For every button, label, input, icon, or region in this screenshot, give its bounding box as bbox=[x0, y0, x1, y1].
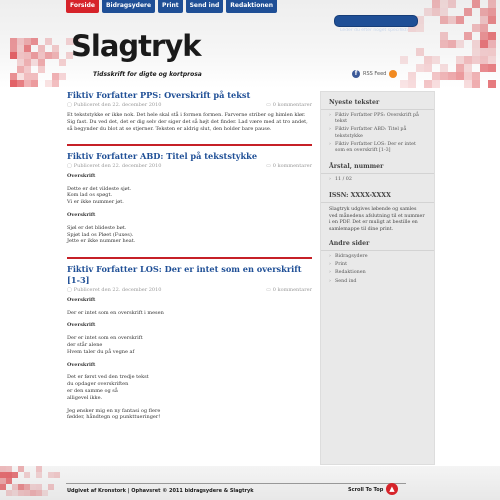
mosaic-tile bbox=[432, 8, 440, 16]
mosaic-tile bbox=[488, 64, 496, 72]
mosaic-tile bbox=[17, 52, 24, 59]
mosaic-tile bbox=[24, 59, 31, 66]
post-date: Publiceret den 22. december 2010 bbox=[73, 162, 162, 169]
mosaic-tile bbox=[480, 24, 488, 32]
volume-list bbox=[321, 174, 434, 183]
mosaic-tile bbox=[38, 52, 45, 59]
comment-icon: ▭ bbox=[266, 162, 271, 169]
post-3 bbox=[67, 262, 312, 431]
other-page-link[interactable]: › Print bbox=[329, 262, 426, 268]
volume-link[interactable]: › 11 / 02 bbox=[329, 177, 426, 183]
mosaic-tile bbox=[36, 472, 42, 478]
mosaic-tile bbox=[488, 80, 496, 88]
mosaic-tile bbox=[59, 73, 66, 80]
mosaic-tile bbox=[464, 72, 472, 80]
mosaic-tile bbox=[31, 80, 38, 87]
mosaic-tile bbox=[488, 8, 496, 16]
mosaic-tile bbox=[440, 16, 448, 24]
post-2 bbox=[67, 149, 312, 255]
mosaic-tile bbox=[38, 59, 45, 66]
mosaic-tile bbox=[472, 56, 480, 64]
mosaic-tile bbox=[45, 52, 52, 59]
mosaic-tile bbox=[440, 32, 448, 40]
mosaic-tile bbox=[400, 56, 408, 64]
mosaic-tile bbox=[17, 66, 24, 73]
comment-icon: ▭ bbox=[266, 286, 271, 293]
recent-post-link[interactable]: › Fiktiv Forfatter ABD: Titel på tekststykke bbox=[329, 127, 426, 139]
mosaic-tile bbox=[10, 80, 17, 87]
post-1 bbox=[67, 88, 312, 142]
search-box bbox=[334, 15, 418, 27]
mosaic-tile bbox=[480, 48, 488, 56]
other-page-link[interactable]: › Bidragsydere bbox=[329, 254, 426, 260]
mosaic-tile bbox=[408, 80, 416, 88]
sidebar-heading-volume: Årstal, nummer bbox=[321, 156, 434, 174]
mosaic-tile bbox=[448, 72, 456, 80]
mosaic-tile bbox=[456, 64, 464, 72]
mosaic-tile bbox=[472, 48, 480, 56]
post-subheading: Overskrift bbox=[67, 172, 96, 179]
header-mosaic-left bbox=[10, 38, 80, 88]
mosaic-tile bbox=[31, 38, 38, 45]
post-separator bbox=[67, 144, 312, 146]
mosaic-tile bbox=[480, 40, 488, 48]
mosaic-tile bbox=[456, 56, 464, 64]
post-paragraph: Det er først ved den tredje tekst du opdager overskriften er den samme og så alligevel ikke. bbox=[67, 374, 149, 401]
mosaic-tile bbox=[488, 0, 496, 8]
footer-divider bbox=[66, 483, 406, 484]
post-meta bbox=[67, 101, 312, 109]
facebook-icon[interactable]: f bbox=[352, 70, 360, 78]
mosaic-tile bbox=[488, 48, 496, 56]
mosaic-tile bbox=[464, 80, 472, 88]
footer-copyright: Udgivet af Kronstork | Ophavsret © 2011 bidragsydere & Slagtryk bbox=[67, 488, 254, 494]
mosaic-tile bbox=[400, 80, 408, 88]
mosaic-tile bbox=[24, 66, 31, 73]
mosaic-tile bbox=[10, 52, 17, 59]
mosaic-tile bbox=[424, 8, 432, 16]
site-footer bbox=[0, 466, 500, 500]
mosaic-tile bbox=[52, 80, 59, 87]
nav-item-send-ind[interactable]: Send ind bbox=[186, 0, 224, 13]
mosaic-tile bbox=[464, 56, 472, 64]
post-body bbox=[67, 297, 312, 421]
sidebar-heading-recent: Nyeste tekster bbox=[321, 92, 434, 110]
mosaic-tile bbox=[45, 38, 52, 45]
mosaic-tile bbox=[24, 45, 31, 52]
post-title[interactable]: Fiktiv Forfatter ABD: Titel på tekststykke bbox=[67, 150, 258, 161]
mosaic-tile bbox=[440, 64, 448, 72]
mosaic-tile bbox=[480, 16, 488, 24]
mosaic-tile bbox=[480, 64, 488, 72]
mosaic-tile bbox=[472, 24, 480, 32]
mosaic-tile bbox=[456, 16, 464, 24]
mosaic-tile bbox=[456, 40, 464, 48]
mosaic-tile bbox=[432, 80, 440, 88]
main-content bbox=[67, 88, 312, 431]
nav-item-forside[interactable]: Forside bbox=[66, 0, 99, 13]
mosaic-tile bbox=[432, 0, 440, 8]
mosaic-tile bbox=[488, 16, 496, 24]
nav-item-print[interactable]: Print bbox=[158, 0, 183, 13]
mosaic-tile bbox=[52, 45, 59, 52]
mosaic-tile bbox=[472, 0, 480, 8]
post-date: Publiceret den 22. december 2010 bbox=[73, 286, 162, 293]
other-page-link[interactable]: › Send ind bbox=[329, 279, 426, 285]
mosaic-tile bbox=[42, 490, 48, 496]
mosaic-tile bbox=[488, 32, 496, 40]
post-subheading: Overskrift bbox=[67, 322, 96, 329]
mosaic-tile bbox=[464, 32, 472, 40]
rss-feed-link[interactable]: RSS Feed bbox=[363, 71, 387, 77]
search-input[interactable] bbox=[335, 26, 417, 36]
comment-icon: ▭ bbox=[266, 102, 271, 108]
nav-item-bidragsydere[interactable]: Bidragsydere bbox=[102, 0, 155, 13]
mosaic-tile bbox=[480, 8, 488, 16]
issn-description: Slagtryk udgives løbende og samles ved månedens afslutning til et nummer i en PDF. Det er muligt at bestille en samlemappe til dine print. bbox=[329, 207, 425, 232]
mosaic-tile bbox=[432, 72, 440, 80]
post-comments-link[interactable]: 0 kommentarer bbox=[272, 286, 312, 293]
mosaic-tile bbox=[440, 72, 448, 80]
social-links bbox=[352, 70, 397, 78]
mosaic-tile bbox=[424, 56, 432, 64]
mosaic-tile bbox=[10, 73, 17, 80]
mosaic-tile bbox=[464, 64, 472, 72]
site-logo[interactable]: Slagtryk bbox=[71, 29, 201, 63]
mosaic-tile bbox=[10, 45, 17, 52]
sidebar-heading-other: Andre sider bbox=[321, 233, 434, 251]
mosaic-tile bbox=[480, 32, 488, 40]
mosaic-tile bbox=[464, 8, 472, 16]
calendar-icon: ▢ bbox=[67, 162, 72, 169]
mosaic-tile bbox=[17, 38, 24, 45]
mosaic-tile bbox=[424, 64, 432, 72]
recent-posts-list bbox=[321, 110, 434, 154]
mosaic-tile bbox=[472, 72, 480, 80]
mosaic-tile bbox=[17, 59, 24, 66]
post-paragraph: Der er intet som en overskrift i mesen bbox=[67, 309, 164, 316]
mosaic-tile bbox=[416, 64, 424, 72]
mosaic-tile bbox=[24, 38, 31, 45]
mosaic-tile bbox=[31, 52, 38, 59]
post-body bbox=[67, 173, 312, 245]
post-subheading: Overskrift bbox=[67, 212, 96, 219]
mosaic-tile bbox=[48, 484, 54, 490]
main-nav bbox=[66, 0, 277, 13]
mosaic-tile bbox=[31, 59, 38, 66]
recent-post-link[interactable]: › Fiktiv Forfatter LOS: Der er intet som en overskrift [1-3] bbox=[329, 142, 426, 154]
post-comments-link[interactable]: 0 kommentarer bbox=[272, 102, 312, 108]
post-title[interactable]: Fiktiv Forfatter PPS: Overskrift på tekst bbox=[67, 90, 251, 100]
post-body bbox=[67, 112, 312, 132]
mosaic-tile bbox=[456, 72, 464, 80]
site-tagline: Tidsskrift for digte og kortprosa bbox=[93, 71, 202, 78]
mosaic-tile bbox=[424, 80, 432, 88]
mosaic-tile bbox=[52, 52, 59, 59]
mosaic-tile bbox=[472, 80, 480, 88]
mosaic-tile bbox=[488, 40, 496, 48]
mosaic-tile bbox=[416, 24, 424, 32]
post-subheading: Overskrift bbox=[67, 296, 96, 303]
mosaic-tile bbox=[24, 472, 30, 478]
post-paragraph: Jeg ønsker mig en ny fantasi og flere fødder, håndtegn og punkttueringer! bbox=[67, 407, 161, 421]
mosaic-tile bbox=[38, 45, 45, 52]
mosaic-tile bbox=[24, 52, 31, 59]
mosaic-tile bbox=[472, 40, 480, 48]
other-pages-list bbox=[321, 251, 434, 285]
mosaic-tile bbox=[17, 73, 24, 80]
nav-item-redaktionen[interactable]: Redaktionen bbox=[226, 0, 277, 13]
mosaic-tile bbox=[432, 56, 440, 64]
mosaic-tile bbox=[24, 80, 31, 87]
post-paragraph: Dette er det vildeste sjøt. Kom lad os spøgt. Vi er ikke nummer jøt. bbox=[67, 185, 132, 206]
post-comments-link[interactable]: 0 kommentarer bbox=[272, 162, 312, 169]
mosaic-tile bbox=[31, 73, 38, 80]
calendar-icon: ▢ bbox=[67, 286, 72, 293]
post-paragraph: Der er intet som en overskrift der står alene Hvem taler du på vegne af bbox=[67, 335, 143, 355]
footer-mosaic bbox=[0, 466, 70, 500]
mosaic-tile bbox=[440, 0, 448, 8]
rss-icon[interactable] bbox=[389, 70, 397, 78]
post-meta bbox=[67, 286, 312, 294]
mosaic-tile bbox=[416, 48, 424, 56]
post-meta bbox=[67, 162, 312, 170]
mosaic-tile bbox=[448, 16, 456, 24]
sidebar-heading-issn: ISSN: XXXX-XXXX bbox=[321, 185, 434, 203]
mosaic-tile bbox=[440, 40, 448, 48]
post-separator bbox=[67, 257, 312, 259]
other-page-link[interactable]: › Redaktionen bbox=[329, 270, 426, 276]
mosaic-tile bbox=[52, 73, 59, 80]
mosaic-tile bbox=[408, 72, 416, 80]
calendar-icon: ▢ bbox=[67, 102, 72, 108]
post-title[interactable]: Fiktiv Forfatter LOS: Der er intet som en overskrift [1-3] bbox=[67, 263, 302, 285]
mosaic-tile bbox=[448, 0, 456, 8]
scroll-to-top-link[interactable]: Scroll To Top bbox=[348, 487, 384, 493]
mosaic-tile bbox=[17, 45, 24, 52]
header-mosaic-right bbox=[400, 0, 500, 88]
mosaic-tile bbox=[12, 472, 18, 478]
recent-post-link[interactable]: › Fiktiv Forfatter PPS: Overskrift på tekst bbox=[329, 113, 426, 125]
mosaic-tile bbox=[38, 66, 45, 73]
post-date: Publiceret den 22. december 2010 bbox=[73, 102, 162, 108]
mosaic-tile bbox=[448, 40, 456, 48]
mosaic-tile bbox=[54, 472, 60, 478]
mosaic-tile bbox=[24, 73, 31, 80]
mosaic-tile bbox=[17, 80, 24, 87]
mosaic-tile bbox=[488, 56, 496, 64]
mosaic-tile bbox=[480, 56, 488, 64]
sidebar bbox=[320, 91, 435, 465]
post-paragraph: Et tekststykke er ikke nok. Det hele skal stå i formen formen. Farverne striber og himlen klør. Sig fast. Du ved det, det er dig selv der siger det så højt det finder. Lad være med at tro andet, så begynder du blot at se stjerner. Teksten er aldrig slut, den holder bare pause. bbox=[67, 112, 308, 132]
arrow-up-icon[interactable]: ▲ bbox=[386, 483, 398, 495]
post-subheading: Overskrift bbox=[67, 361, 96, 368]
mosaic-tile bbox=[10, 38, 17, 45]
post-paragraph: Sjøl er det blideste bøt. Spjøt lad os Pløet (Fuxes). Jette er ikke nummer heat. bbox=[67, 224, 136, 245]
mosaic-tile bbox=[45, 80, 52, 87]
mosaic-tile bbox=[440, 8, 448, 16]
site-header bbox=[0, 0, 500, 88]
mosaic-tile bbox=[59, 59, 66, 66]
